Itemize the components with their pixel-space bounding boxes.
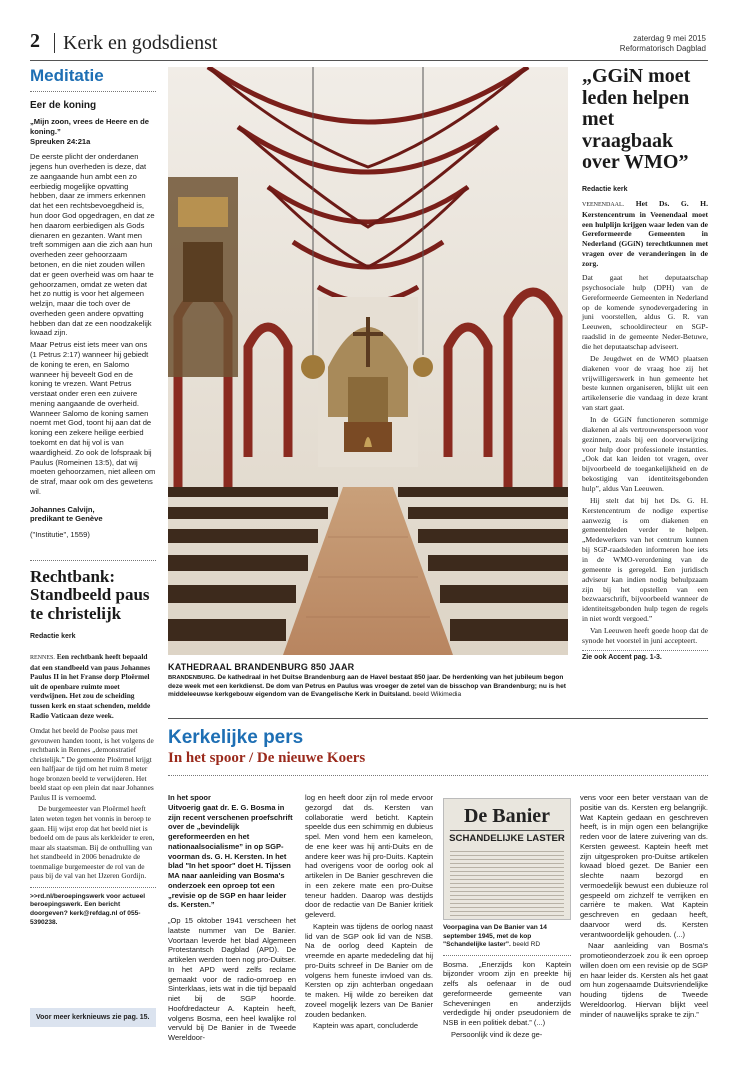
pers-col1-head: In het spoor bbox=[168, 793, 211, 802]
pers-column-1 bbox=[168, 793, 296, 1043]
more-news-box[interactable]: Voor meer kerknieuws zie pag. 15. bbox=[30, 1008, 156, 1027]
cathedral-illustration bbox=[168, 67, 568, 655]
pers-col1-lead: Uitvoerig gaat dr. E. G. Bosma in zijn recent verschenen proefschrift over de „bevindelijk gereformeerden en het nationaalsocialisme” in op SGP-voorman ds. G. H. Kersten. In het blad "In het spoor" doet H. Tijssen MA naar aanleiding van Bosma's onderzoek een oproep tot een „revisie op de SGP en haar leider ds. Kersten.” bbox=[168, 802, 293, 910]
pers-column-2 bbox=[305, 793, 433, 1031]
pers-col2-p3: Kaptein was apart, concluderde bbox=[313, 1021, 419, 1031]
kerkelijke-pers-subtitle: In het spoor / De nieuwe Koers bbox=[168, 750, 366, 766]
ggin-headline: „GGiN moet leden helpen met vraagbaak over WMO” bbox=[582, 65, 691, 174]
ggin-byline: Redactie kerk bbox=[582, 185, 628, 193]
ggin-p2: De Jeugdwet en de WMO plaatsen diakenen voor de vraag hoe zij het vrijwilligerswerk in hun gemeente het beste kunnen organiseren, blijkt uit een artikelenserie die vandaag in deze krant van start gaat. bbox=[582, 353, 708, 413]
ggin-lead: Het Ds. G. H. Kerstencentrum in Veenendaal moet een hulplijn krijgen waar leden van de Gereformeerde Gemeenten in Nederland (GGiN) terechtkunnen met vragen over de veranderingen in de zorg. bbox=[582, 198, 708, 269]
rechtbank-lead: Een rechtbank heeft bepaald dat een standbeeld van paus Johannes Paulus II in het Franse dorp Ploërmel uit de openbare ruimte moet verdwijnen. Het zou de scheiding tussen kerk en staat schenden, meldde Radio Vaticaan deze week. bbox=[30, 652, 151, 720]
photo-credit: beeld Wikimedia bbox=[412, 691, 462, 699]
newspaper-text-lines bbox=[450, 848, 564, 918]
de-banier-image bbox=[443, 798, 571, 920]
banier-caption: Voorpagina van De Banier van 14 september 1945, met de kop "Schandelijke laster". bbox=[443, 924, 547, 949]
ggin-p1: Dat gaat het deputaatschap psychosociale hulp (DPH) van de Gereformeerde Gemeenten in Nederland op de komende synodevergadering in juni voorstellen, aldus G. R. van Leeuwen, schooldirecteur en SGP-raadslid in de gemeente Neder-Betuwe, die het deputaatschap adviseert. bbox=[582, 272, 708, 351]
pers-col2-p2: Kaptein was tijdens de oorlog naast lid van de SGP ook lid van de NSB. Na de oorlog deed Kaptein de vreemde en aparte mededeling dat hij pro-Duits schreef in De Banier om de volgens hem funeste invloed van ds. Kersten op zijn achterban ongedaan te maken. Hij wilde zo bereiken dat zoveel mogelijk lezers van De Banier zouden bedanken. bbox=[305, 921, 433, 1019]
header-divider bbox=[54, 33, 55, 53]
rechtbank-byline: Redactie kerk bbox=[30, 633, 76, 641]
rechtbank-headline: Rechtbank: Standbeeld paus te christelijk bbox=[30, 567, 150, 623]
meditatie-title: Eer de koning bbox=[30, 100, 97, 111]
pers-column-3 bbox=[443, 924, 571, 1040]
meditatie-kicker: Meditatie bbox=[30, 66, 104, 85]
pers-col2-p1: log en heeft door zijn rol mede ervoor gezorgd dat ds. Kersten van collaboratie werd beticht. Kaptein speelde dus een schimmig en dubieus spel. Men vond hem een kameleon, de ene keer was hij anti-Duits en de andere keer was hij pro-Duits. Kaptein had overigens voor de oorlog ook al artikelen in De Banier geschreven die in een zekere mate een pro-Duitse teneur hadden. Daarop was destijds door de redactie van De Banier kritiek geleverd. bbox=[305, 793, 433, 919]
meditatie-article bbox=[30, 66, 156, 540]
column-divider bbox=[30, 560, 156, 561]
rechtbank-p1: Omdat het beeld de Poolse paus met gevouwen handen toont, is het volgens de rechtbank in Rennes „demonstratief christelijk.” De gemeente Ploërmel krijgt een halfjaar de tijd om het ruim 8 meter hoge bronzen beeld te verwijderen. Het beeld staat op een plein dat naar Johannes Paulus II is vernoemd. bbox=[30, 726, 154, 802]
page-number: 2 bbox=[30, 30, 40, 52]
meditatie-body: De eerste plicht der onderdanen jegens hun overheden is deze, dat ze aangaande hun ambt een zo eerbiedig mogelijke opvatting hebben, daar ze immers erkennen dat het een rechtsbevoegdheid is, hun door God opgedragen, en dat ze hen daarom eerbiedigen als Gods dienaren en gezanten. Want men treft sommigen aan die zich aan hun overheden zeer gehoorzaam betonen, en die niet zouden willen dat er geen overheid was om haar te gehoorzamen, omdat ze weten dat het zo nuttig is voor het algemeen welzijn, maar die toch over de overheden geen andere opvatting hebben dan dat ze een noodzakelijk kwaad zijn. bbox=[30, 152, 155, 338]
newspaper-headline: SCHANDELIJKE LASTER bbox=[449, 833, 565, 844]
ggin-p5: Van Leeuwen heeft goede hoop dat de synode het voorstel in juni accepteert. bbox=[582, 626, 708, 645]
pers-col3-body-2: Persoonlijk vind ik deze ge- bbox=[451, 1029, 543, 1039]
cathedral-photo bbox=[168, 67, 568, 655]
section-rule bbox=[168, 718, 708, 719]
photo-caption-text: De kathedraal in het Duitse Brandenburg aan de Havel bestaat 850 jaar. De herdenking van het jubileum begon deze week met een kerkdienst. De dom van Petrus en Paulus was vroeger de zetel van de bisschop van Brandenburg; nu is het middeleeuwse kerkgebouw eigendom van de Evangelische Kerk in Duitsland. bbox=[168, 674, 566, 699]
section-title: Kerk en godsdienst bbox=[63, 32, 218, 54]
meditatie-source: ("Institutie", 1559) bbox=[30, 530, 90, 540]
dotted-divider bbox=[168, 775, 708, 776]
ggin-see-also[interactable]: Zie ook Accent pag. 1-3. bbox=[582, 653, 662, 661]
dotted-divider bbox=[30, 91, 156, 92]
ggin-place: VEENENDAAL. bbox=[582, 201, 625, 208]
pers-col4-p2: Naar aanleiding van Bosma's promotieonderzoek zou ik een oproep willen doen om een revisie op de SGP en haar leider ds. Kersten als het gaat om hun zogenaamde Duitsvriendelijke houding tijdens de Tweede Wereldoorlog. Hiervan blijkt veel minder of nauwelijks sprake te zijn.” bbox=[580, 941, 708, 1019]
pers-column-4 bbox=[580, 793, 708, 1019]
ggin-p4: Hij stelt dat bij het Ds. G. H. Kerstencentrum de nodige expertise aanwezig is om diakenen en gemeenteleden verder te helpen. „Medewerkers van het centrum kunnen bij SGP-raadsleden informeren hoe iets in de WMO-verordening van de gemeente is geregeld. Een juridisch adviseur kan indien nodig behulpzaam zijn bij het opstellen van een bezwaarschrift, bijvoorbeeld wanneer de identiteitsgebonden hulp tegen de regels in niet wordt vergoed.” bbox=[582, 495, 708, 624]
ggin-article bbox=[582, 66, 708, 661]
meditatie-author: Johannes Calvijn, bbox=[30, 504, 95, 514]
meditatie-quote: „Mijn zoon, vrees de Heere en de koning.” bbox=[30, 117, 150, 136]
ggin-p3: In de GGiN functioneren sommige diakenen al als vertrouwenspersoon voor gezinnen, zoals bij een doorverwijzing voor hulp door professionele instanties. „Ook dat kan leiden tot vragen, over bijvoorbeeld de toegankelijkheid en de bekostiging van identiteitsgebonden hulp”, aldus Van Leeuwen. bbox=[582, 414, 708, 493]
rechtbank-p2: De burgemeester van Ploërmel heeft laten weten tegen het vonnis in beroep te gaan. Hij wijst erop dat het beeld niet is bedoeld om de paus als kerkleider te eren, maar als staatsman. Bij de onthulling van het standbeeld in 2006 benadrukte de toenmalige burgemeester de rol van de paus bij de val van het IJzeren Gordijn. bbox=[30, 804, 155, 881]
banier-credit: beeld RD bbox=[512, 941, 541, 949]
rechtbank-article bbox=[30, 568, 156, 927]
paper-name: Reformatorisch Dagblad bbox=[619, 44, 706, 54]
header-date-block bbox=[620, 34, 706, 55]
pers-col4-p1: vens voor een beter verstaan van de positie van ds. Kersten erg belangrijk. Wat Kaptein gedaan en geschreven heeft, is in mijn ogen een belangrijke reden voor de latere zuivering van ds. Kersten geweest. Kaptein heeft met zijn uitgesproken pro-Duitse artikelen kwaad bloed gezet. De Banier een slechte naam bezorgd en vermoedelijk bewust een dubieuze rol gespeeld om zichzelf te verrijken en carrière te maken. Wat Kaptein geschreven en gedaan heeft, daarvoor werd ds. Kersten verantwoordelijk gehouden. (...) bbox=[580, 793, 708, 939]
meditatie-author-role: predikant te Genève bbox=[30, 514, 103, 524]
rechtbank-link[interactable]: >>rd.nl/beroepingswerk voor actueel beroepingswerk. Een bericht doorgeven? kerk@refdag.nl of 055-5390238. bbox=[30, 892, 146, 926]
meditatie-ref: Spreuken 24:21a bbox=[30, 136, 91, 146]
photo-caption-place: BRANDENBURG. bbox=[168, 675, 216, 681]
meditatie-body-2: Maar Petrus eist iets meer van ons (1 Petrus 2:17) wanneer hij gebiedt de koning te eren, en Salomo wanneer hij beveelt God en de koning te vrezen. Want Petrus verstaat onder eren een zuivere mening aangaande de overheid. Wanneer Salomo de koning samen noemt met God, toont hij aan dat de koning een zekere heilige eerbied toekomt en dat hij vol is van waardigheid. Zo ook de lofspraak bij Paulus (Romeinen 13:5), dat wij moeten gehoorzamen, niet alleen om de straf, maar ook om des gewetens wil. bbox=[30, 340, 156, 496]
photo-caption bbox=[168, 662, 568, 700]
photo-caption-title: KATHEDRAAL BRANDENBURG 850 JAAR bbox=[168, 662, 355, 672]
pers-col1-body: „Op 15 oktober 1941 verscheen het laatste nummer van De Banier. Voortaan leverde het blad Algemeen Protestantsch Dagblad (APD). De artikelen werden toen nog pro-Duitser. In het APD werd zelfs reclame gemaakt voor de radio-omroep en Sinterklaas, iets wat in die tijd bepaald niet bij de SGP hoorde. Hoofdredacteur A. Kaptein heeft, volgens Bosma, een heel kwalijke rol vervuld bij De Banier in de Tweede Wereldoor- bbox=[168, 916, 296, 1042]
kerkelijke-pers-title: Kerkelijke pers bbox=[168, 727, 304, 748]
header-rule bbox=[30, 60, 708, 61]
rechtbank-place: RENNES. bbox=[30, 655, 55, 662]
issue-date: zaterdag 9 mei 2015 bbox=[633, 34, 706, 43]
newspaper-masthead: De Banier bbox=[463, 805, 551, 827]
pers-col3-body: Bosma. „Enerzijds kon Kaptein bijzonder vroom zijn en preekte hij zelfs als oefenaar in de oud gereformeerde gemeente van Scheveningen en anderzijds verdedigde hij onder pseudoniem de NSB in een politiek debat.” (...) bbox=[443, 959, 571, 1028]
